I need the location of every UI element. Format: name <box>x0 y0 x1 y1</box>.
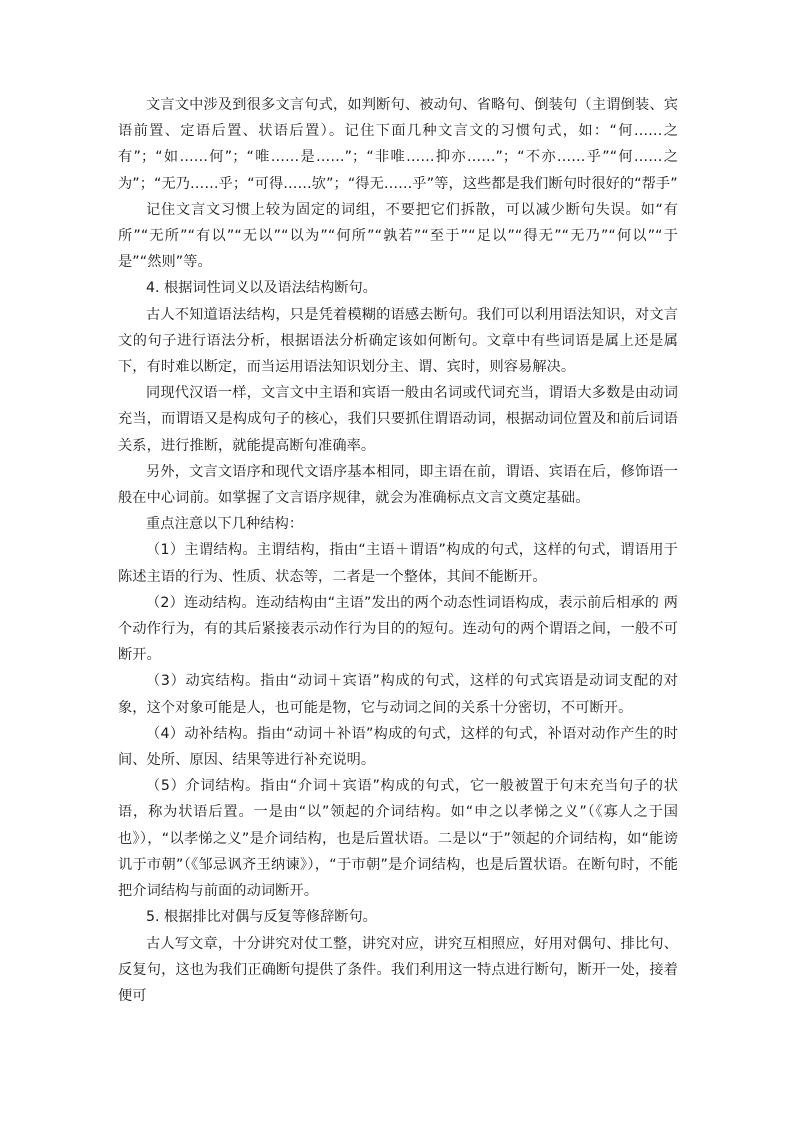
paragraph-structure-2: （2）连动结构。连动结构由“主语”发出的两个动态性词语构成，表示前后相承的 两个动作行为，有的其后紧接表示动作行为目的的短句。连动句的两个谓语之间，一般不可断开。 <box>118 594 678 664</box>
section-heading-5: 5. 根据排比对偶与反复等修辞断句。 <box>146 909 377 926</box>
paragraph-grammar-analysis: 古人不知道语法结构，只是凭着模糊的语感去断句。我们可以利用语法知识，对文言文的句子进行语法分析，根据语法分析确定该如何断句。文章中有些词语是属上还是属下，有时难以断定，而当运用语法知识划分主、谓、宾时，则容易解决。 <box>118 306 678 376</box>
paragraph-structure-5: （5）介词结构。指由“介词＋宾语”构成的句式，它一般被置于句末充当句子的状语，称为状语后置。一是由“以”领起的介词结构。如“申之以孝悌之义”（《寡人之于国也》），“以孝悌之义”是介词结构，也是后置状语。二是以“于”领起的介词结构，如“能谤讥于市朝”（《邹忌讽齐王纳谏》），“于市朝”是介词结构，也是后置状语。在断句时，不能把介词结构与前面的动词断开。 <box>118 778 678 900</box>
paragraph-structure-3: （3）动宾结构。指由“动词＋宾语”构成的句式，这样的句式宾语是动词支配的对象，这个对象可能是人，也可能是物，它与动词之间的关系十分密切，不可断开。 <box>118 673 678 716</box>
document-page <box>118 92 678 1009</box>
paragraph-sentence-patterns: 文言文中涉及到很多文言句式，如判断句、被动句、省略句、倒装句（主谓倒装、宾语前置、定语后置、状语后置）。记住下面几种文言文的习惯句式，如：“何……之有”；“如……何”；“唯……是……”；“非唯……抑亦……”；“不亦……乎”“何……之为”；“无乃……乎；“可得……欤”；“得无……乎”等，这些都是我们断句时很好的“帮手” <box>118 97 678 192</box>
paragraph-structure-4: （4）动补结构。指由“动词＋补语”构成的句式，这样的句式，补语对动作产生的时间、处所、原因、结果等进行补充说明。 <box>118 725 678 769</box>
paragraph-key-structures: 重点注意以下几种结构： <box>146 516 304 533</box>
paragraph-subject-object: 同现代汉语一样，文言文中主语和宾语一般由名词或代词充当，谓语大多数是由动词充当，而谓语又是构成句子的核心，我们只要抓住谓语动词，根据动词位置及和前后词语关系，进行推断，就能提高断句准确率。 <box>118 385 678 454</box>
section-heading-4: 4. 根据词性词义以及语法结构断句。 <box>146 280 377 297</box>
paragraph-rhetoric: 古人写文章，十分讲究对仗工整，讲究对应，讲究互相照应，好用对偶句、排比句、反复句，这也为我们正确断句提供了条件。我们利用这一特点进行断句，断开一处，接着便可 <box>118 935 678 1004</box>
paragraph-structure-1: （1）主谓结构。主谓结构，指由“主语＋谓语”构成的句式，这样的句式，谓语用于陈述主语的行为、性质、状态等，二者是一个整体，其间不能断开。 <box>118 542 678 585</box>
paragraph-word-order: 另外，文言文语序和现代文语序基本相同，即主语在前，谓语、宾语在后，修饰语一般在中心词前。如掌握了文言语序规律，就会为准确标点文言文奠定基础。 <box>118 463 678 507</box>
paragraph-fixed-phrases: 记住文言文习惯上较为固定的词组，不要把它们拆散，可以减少断句失误。如“有所”“无所”“有以”“无以”“以为”“何所”“孰若”“至于”“足以”“得无”“无乃”“何以”“于是”“然则”等。 <box>118 201 678 271</box>
